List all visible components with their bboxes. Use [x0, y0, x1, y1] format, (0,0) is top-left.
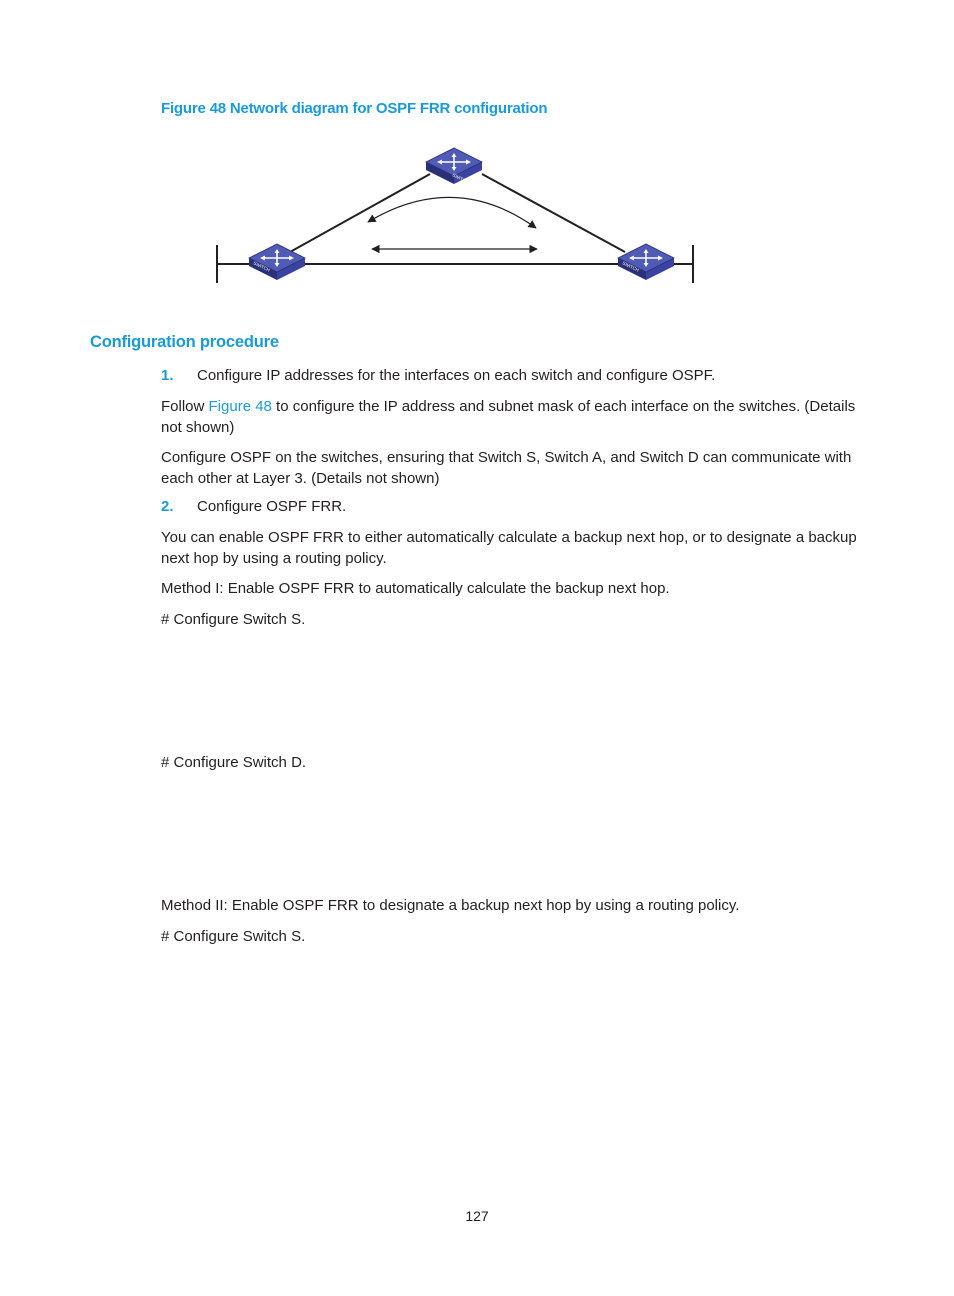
frr-intro-paragraph: You can enable OSPF FRR to either automatically calculate a backup next hop, or to designate a backup next hop by using a routing policy. [161, 529, 857, 567]
switch-d-icon-label: SWITCH [621, 260, 640, 273]
network-diagram [200, 140, 710, 300]
method-1-paragraph: Method I: Enable OSPF FRR to automatically calculate the backup next hop. [161, 580, 670, 597]
step-2-text: Configure OSPF FRR. [197, 498, 347, 515]
figure-48-link[interactable]: Figure 48 [208, 398, 272, 415]
link-s-a [290, 174, 430, 252]
follow-prefix: Follow [161, 398, 209, 415]
follow-suffix: to configure the IP address and subnet mask of each interface on the switches. (Details not shown) [161, 398, 856, 436]
ospf-config-paragraph: Configure OSPF on the switches, ensuring that Switch S, Switch A, and Switch D can communicate with each other at Layer 3. (Details not shown) [161, 449, 852, 487]
switch-a-icon-label: SWITCH [451, 172, 470, 185]
figure-caption: Figure 48 Network diagram for OSPF FRR configuration [161, 100, 548, 117]
step-2-number: 2. [161, 498, 174, 515]
switch-s-icon-label: SWITCH [252, 260, 271, 273]
step-1-text: Configure IP addresses for the interfaces on each switch and configure OSPF. [197, 367, 716, 384]
method-2-paragraph: Method II: Enable OSPF FRR to designate a backup next hop by using a routing policy. [161, 897, 740, 914]
section-heading: Configuration procedure [90, 333, 279, 351]
link-a-d [482, 174, 625, 252]
follow-paragraph [161, 396, 866, 438]
backup-path-arrow [368, 197, 536, 228]
step-1-number: 1. [161, 367, 174, 384]
switch-a-icon [426, 148, 482, 185]
configure-switch-d-label: # Configure Switch D. [161, 754, 307, 771]
configure-switch-s-label: # Configure Switch S. [161, 611, 306, 628]
configure-switch-s-label-2: # Configure Switch S. [161, 928, 306, 945]
page-number: 127 [465, 1208, 489, 1224]
switch-d-icon [618, 244, 674, 280]
